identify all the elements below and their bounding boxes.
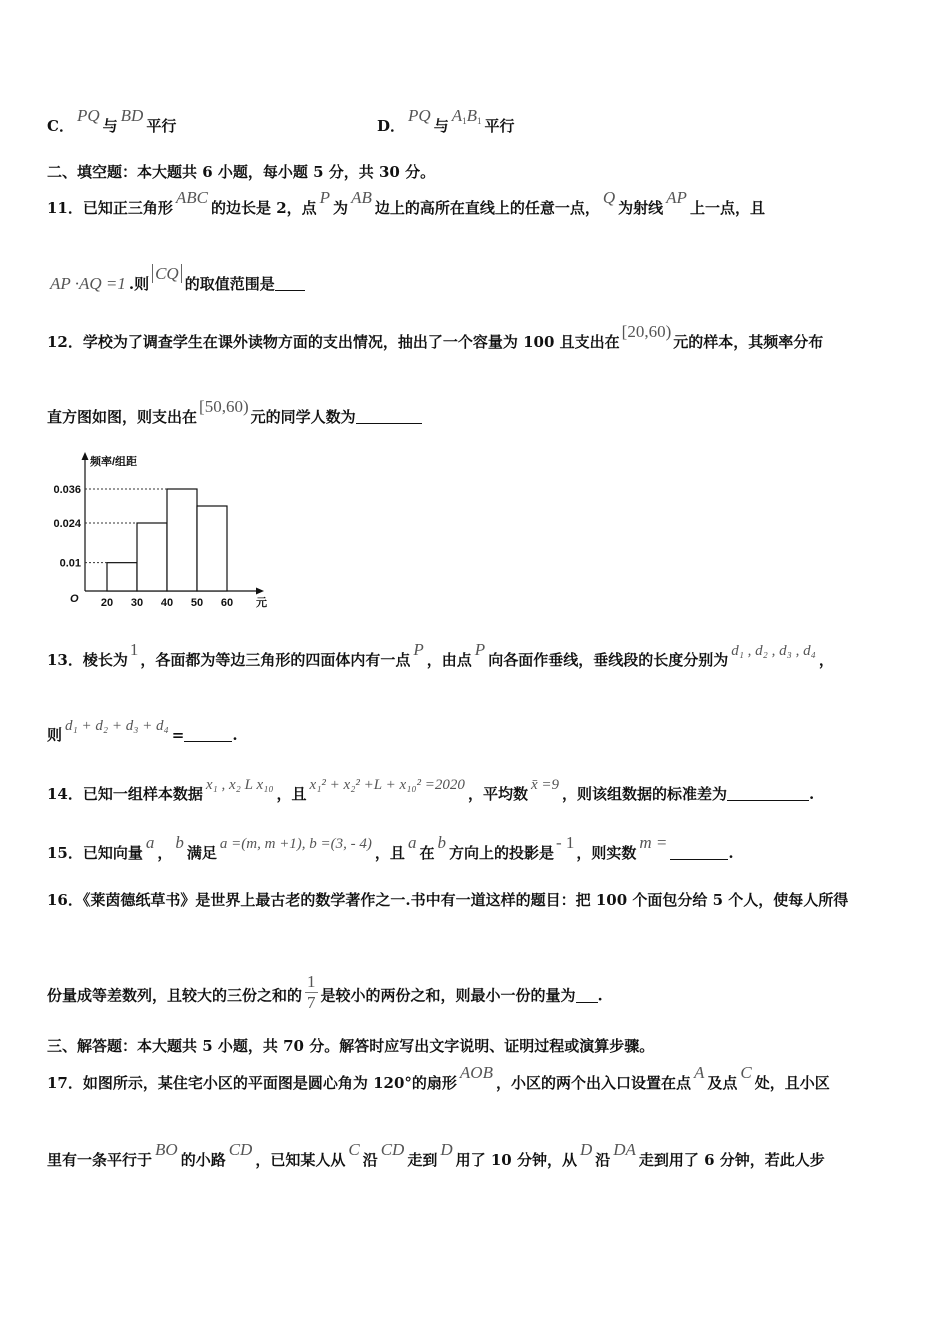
text: .则 <box>128 275 150 293</box>
math-d: D <box>579 1140 593 1159</box>
text: 平行 <box>146 117 177 135</box>
option-c <box>47 106 177 136</box>
option-d <box>377 106 515 141</box>
text: = <box>171 726 185 744</box>
x-tick-label: 20 <box>100 597 114 609</box>
math-condition: AP ·AQ =1 <box>50 274 126 293</box>
origin-label: O <box>70 593 79 605</box>
math-sum-of-squares: x₁² + x₂² +L + x₁₀² =2020 <box>309 777 465 793</box>
question-13-line1 <box>47 640 834 671</box>
text: . <box>809 785 815 803</box>
subscript: 1 <box>476 116 482 126</box>
math-a: a <box>407 833 417 852</box>
text: 走到 <box>407 1151 438 1169</box>
math-mean: x̄ =9 <box>530 777 559 793</box>
question-11-line1 <box>47 188 765 218</box>
text: ，且 <box>276 785 307 803</box>
math-bd: BD <box>120 106 144 125</box>
text: 15．已知向量 <box>47 844 143 862</box>
text: 则 <box>47 726 63 744</box>
text: 方向上的投影是 <box>448 844 554 862</box>
math-neg-one: - 1 <box>555 833 575 852</box>
text: ，则实数 <box>576 844 637 862</box>
x-tick-label: 60 <box>220 597 234 609</box>
math-b: b <box>175 833 184 852</box>
question-17-line1 <box>47 1063 830 1093</box>
math-distances: d₁ , d₂ , d₃ , d₄ <box>731 643 816 659</box>
math-a: A <box>451 106 463 125</box>
text: 在 <box>419 844 435 862</box>
histogram-bar <box>167 489 197 591</box>
text: . <box>232 726 238 744</box>
math-interval-1: [20,60) <box>621 322 672 341</box>
math-q: Q <box>602 188 616 207</box>
question-14 <box>47 777 815 805</box>
text: 上一点，且 <box>689 199 765 217</box>
option-c-label: C． <box>47 117 74 135</box>
text: 是较小的两份之和，则最小一份的量为 <box>320 986 576 1005</box>
math-b: b <box>437 833 446 852</box>
subscript: 1 <box>462 116 467 126</box>
fraction-one-seventh <box>305 972 318 1013</box>
text: ， <box>818 651 834 669</box>
x-tick-label: 40 <box>160 597 174 609</box>
text: 用了 10 分钟，从 <box>455 1151 577 1169</box>
math-vectors: a =(m, m +1), b =(3, - 4) <box>219 836 372 852</box>
section-heading-fill-in: 二、填空题：本大题共 6 小题，每小题 5 分，共 30 分。 <box>47 163 436 181</box>
text: 沿 <box>362 1151 378 1169</box>
fraction-denominator: 7 <box>307 993 316 1012</box>
text: 的边长是 2，点 <box>210 199 317 217</box>
question-16-line2 <box>47 972 603 1017</box>
text: 为射线 <box>618 199 664 217</box>
text: 与 <box>433 117 449 135</box>
text: ，由点 <box>426 651 472 669</box>
histogram-bar <box>107 563 137 591</box>
text: 为 <box>333 199 349 217</box>
histogram-bar <box>137 523 167 591</box>
math-p: P <box>319 188 331 207</box>
question-11-line2 <box>47 264 305 294</box>
answer-blank[interactable] <box>670 845 728 860</box>
text: 处，且小区 <box>754 1074 830 1092</box>
histogram-bars <box>107 489 227 591</box>
math-b: B <box>466 106 477 125</box>
text: ，已知某人从 <box>255 1151 346 1169</box>
math-abc: ABC <box>175 188 208 207</box>
math-cd: CD <box>228 1140 253 1159</box>
text: 里有一条平行于 <box>47 1151 153 1169</box>
text: . <box>728 844 734 862</box>
fraction-numerator: 1 <box>307 972 316 991</box>
histogram-bar <box>197 506 227 591</box>
x-axis-arrow <box>256 588 264 595</box>
math-ap: AP <box>666 188 687 207</box>
text: 走到用了 6 分钟，若此人步 <box>638 1151 825 1169</box>
text: 及点 <box>707 1074 738 1092</box>
answer-blank[interactable] <box>275 276 305 291</box>
math-cq: CQ <box>152 264 182 283</box>
text: 元的样本，其频率分布 <box>673 333 824 351</box>
answer-blank[interactable] <box>356 409 422 424</box>
y-tick-label: 0.01 <box>59 557 81 570</box>
interval-values: 20,60 <box>627 322 666 341</box>
question-17-line2 <box>47 1140 825 1170</box>
text: 沿 <box>595 1151 611 1169</box>
text: 满足 <box>186 844 217 862</box>
text: 的小路 <box>180 1151 226 1169</box>
text: 13．棱长为 <box>47 651 128 669</box>
answer-blank[interactable] <box>576 988 598 1003</box>
text: ，则该组数据的标准差为 <box>561 785 727 803</box>
text: 的取值范围是 <box>184 275 275 293</box>
question-13-line2 <box>47 718 238 746</box>
question-12-line2 <box>47 397 422 427</box>
text: 边上的高所在直线上的任意一点， <box>374 199 600 217</box>
answer-blank[interactable] <box>184 727 232 742</box>
x-axis-label: 元 <box>256 597 267 609</box>
question-16-line1: 16．《莱茵德纸草书》是世界上最古老的数学著作之一.书中有一道这样的题目：把 100 个面包分给 5 个人，使每人所得 <box>47 891 849 909</box>
math-cd: CD <box>380 1140 405 1159</box>
math-a1b1 <box>452 106 482 125</box>
question-12-line1 <box>47 322 824 352</box>
math-sample-data: x₁ , x₂ L x₁₀ <box>205 777 274 793</box>
text: ， <box>157 844 173 862</box>
text: ，小区的两个出入口设置在点 <box>495 1074 691 1092</box>
section-heading-solutions: 三、解答题：本大题共 5 小题，共 70 分。解答时应写出文字说明、证明过程或演算步骤。 <box>47 1037 655 1055</box>
text: 14．已知一组样本数据 <box>47 785 203 803</box>
math-da: DA <box>613 1140 636 1159</box>
text: 元的同学人数为 <box>250 408 356 426</box>
math-pq: PQ <box>76 106 100 125</box>
math-p: P <box>413 640 424 659</box>
math-pq: PQ <box>408 106 431 125</box>
math-sum: d₁ + d₂ + d₃ + d₄ <box>65 718 169 734</box>
x-tick-label: 50 <box>190 597 204 609</box>
text: ，且 <box>374 844 405 862</box>
y-axis-arrow <box>82 452 89 460</box>
math-bo: BO <box>155 1140 178 1159</box>
math-d: D <box>440 1140 453 1159</box>
text: . <box>597 986 603 1005</box>
histogram-y-ticks <box>53 484 81 570</box>
text: 平行 <box>484 117 515 135</box>
math-one: 1 <box>129 640 139 659</box>
math-aob: AOB <box>459 1063 493 1082</box>
math-a: a <box>145 833 155 852</box>
math-ab: AB <box>351 188 372 207</box>
y-tick-label: 0.024 <box>53 518 81 530</box>
text: 份量成等差数列，且较大的三份之和的 <box>47 986 303 1005</box>
question-15 <box>47 833 734 864</box>
text: 12．学校为了调查学生在课外读物方面的支出情况，抽出了一个容量为 100 且支出在 <box>47 333 620 351</box>
interval-values: 50,60 <box>204 397 243 416</box>
x-tick-label: 30 <box>130 597 144 609</box>
text: ，平均数 <box>467 785 528 803</box>
math-p: P <box>474 640 486 659</box>
text: 17．如图所示，某住宅小区的平面图是圆心角为 120°的扇形 <box>47 1074 457 1092</box>
option-d-label: D． <box>377 117 406 135</box>
text: 与 <box>102 117 118 135</box>
text: 11．已知正三角形 <box>47 199 173 217</box>
y-tick-label: 0.036 <box>53 484 81 496</box>
math-interval-2: [50,60) <box>199 397 249 416</box>
text: ，各面都为等边三角形的四面体内有一点 <box>140 651 411 669</box>
math-c: C <box>348 1140 360 1159</box>
math-m: m = <box>639 833 668 852</box>
frequency-histogram <box>40 448 280 618</box>
text: 直方图如图，则支出在 <box>47 408 198 426</box>
histogram-x-ticks <box>101 597 233 609</box>
math-a: A <box>693 1063 705 1082</box>
y-axis-label: 频率/组距 <box>90 456 138 468</box>
math-c: C <box>740 1063 752 1082</box>
answer-blank[interactable] <box>727 786 809 801</box>
text: 向各面作垂线，垂线段的长度分别为 <box>488 651 729 669</box>
